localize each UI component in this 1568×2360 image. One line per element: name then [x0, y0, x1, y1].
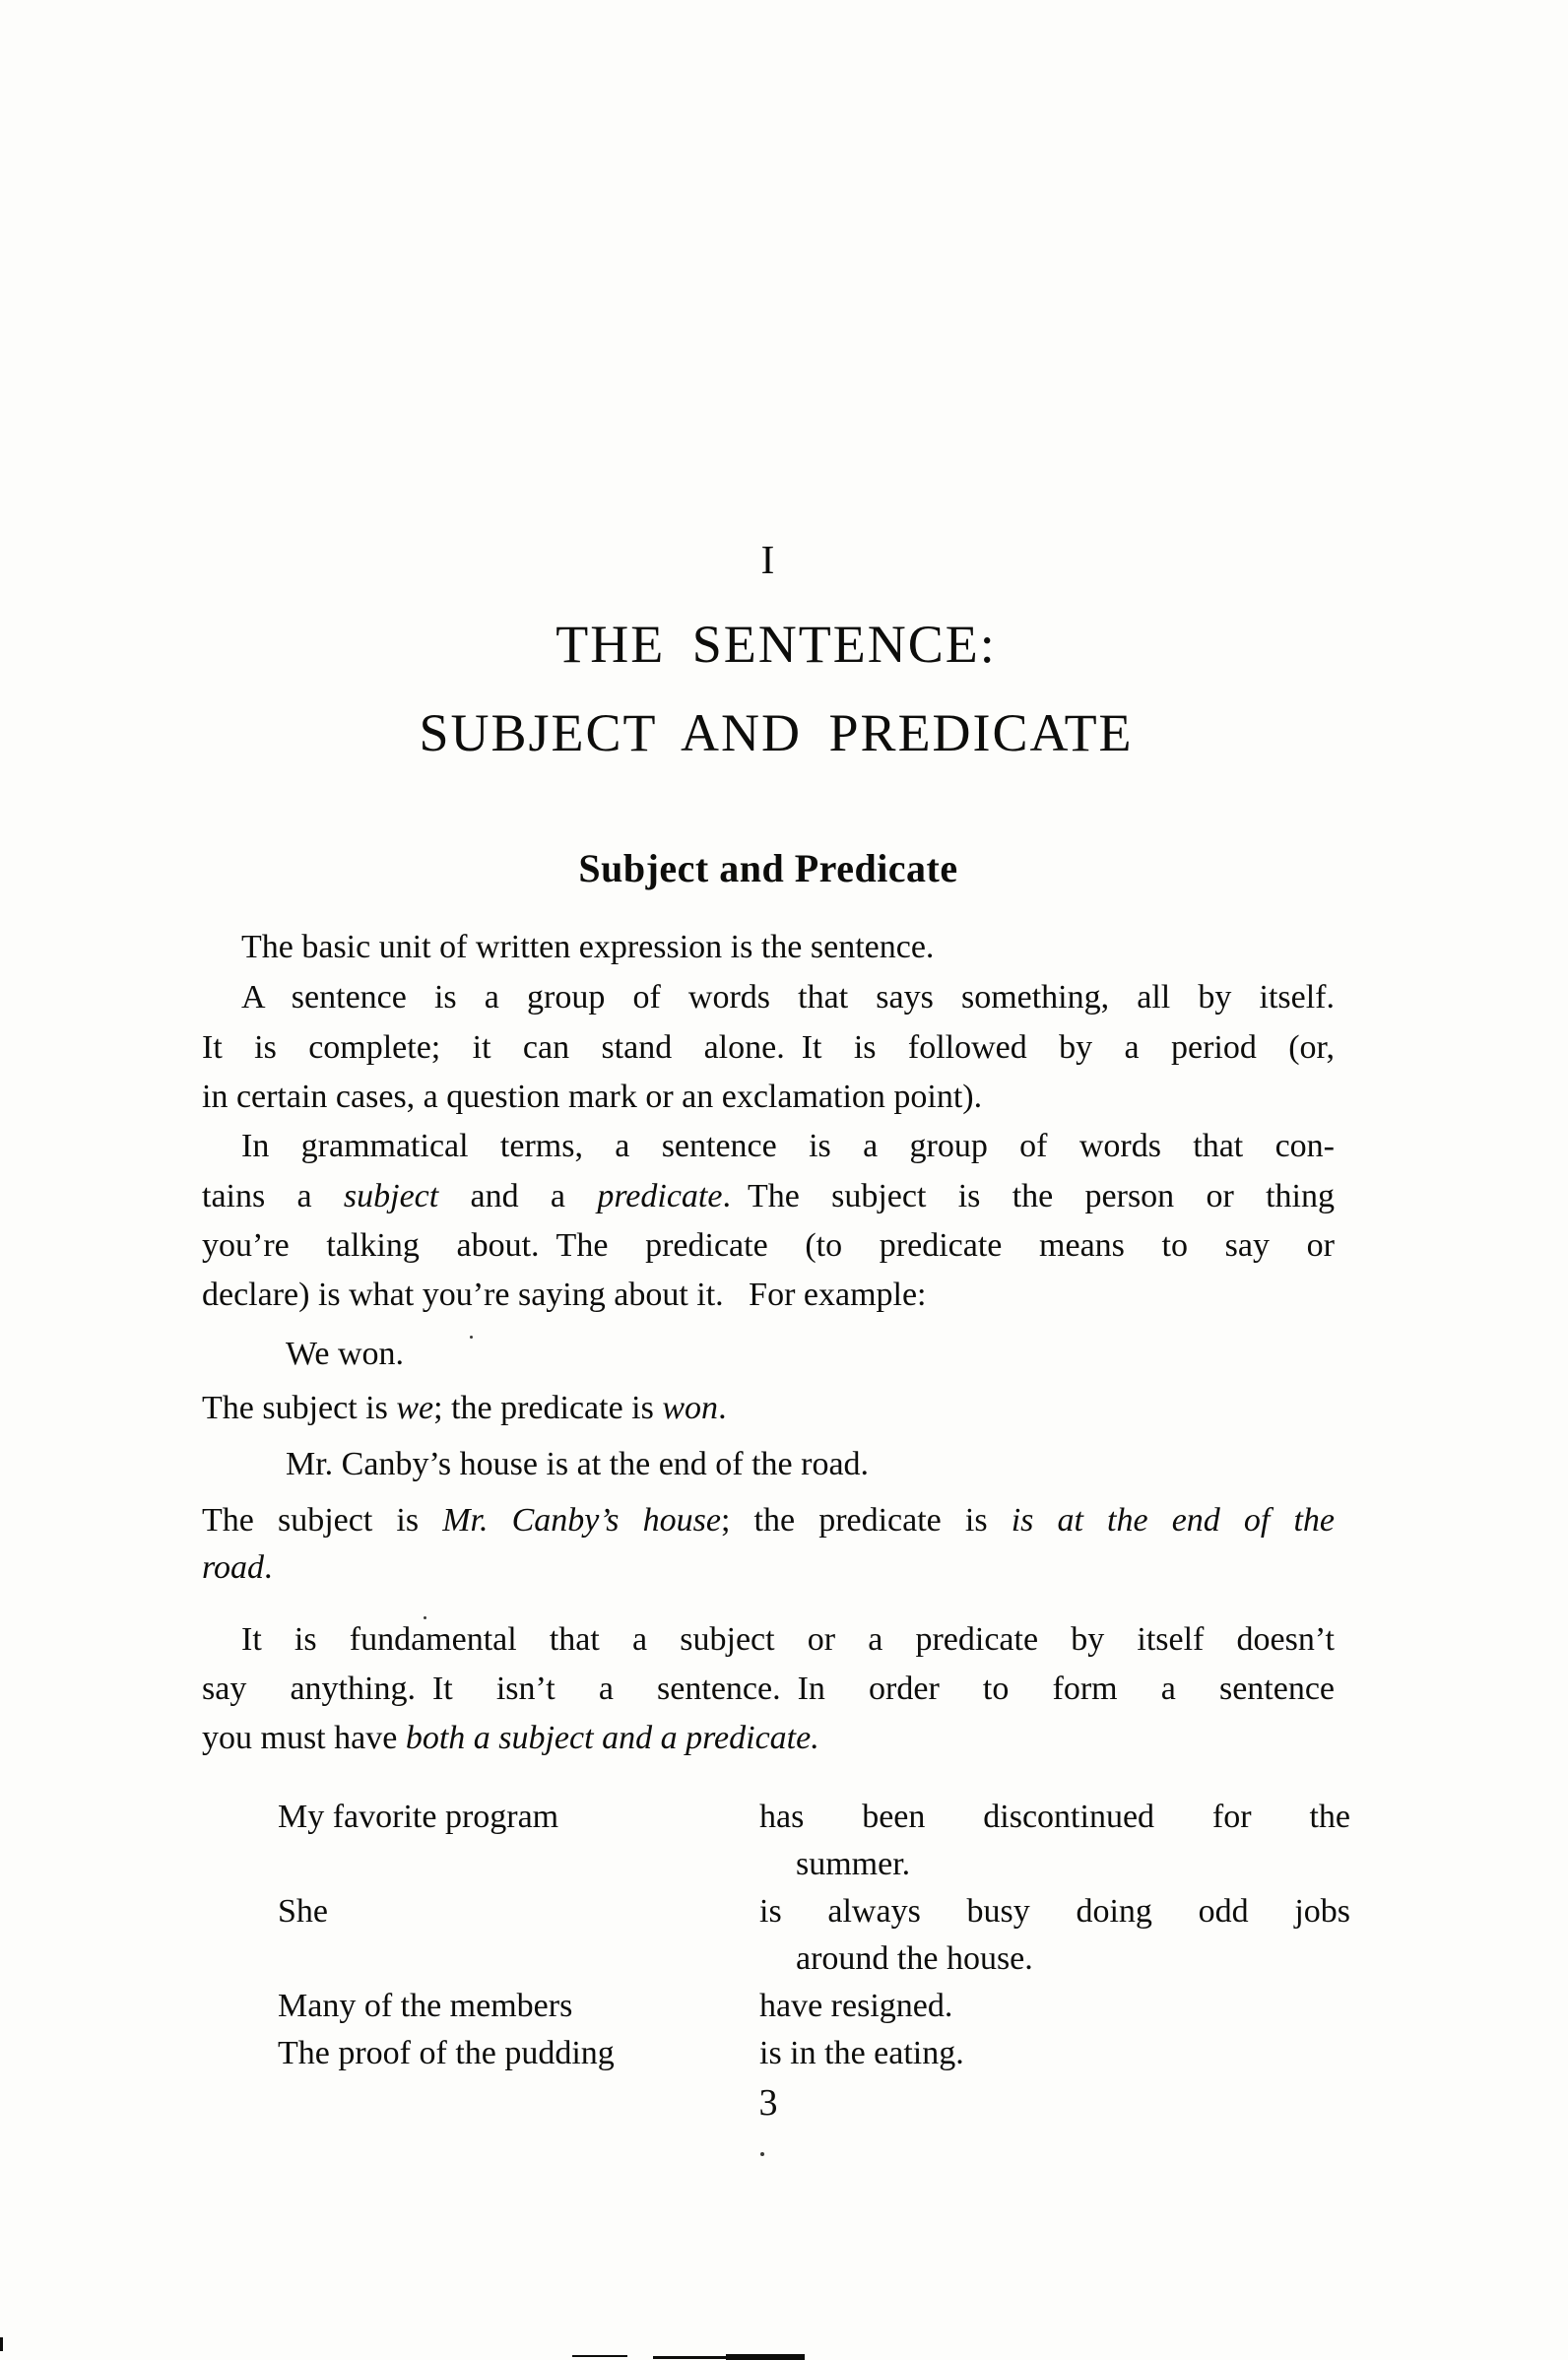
- text: It is fundamental that a subject or a predicate by itself doesn’t: [241, 1621, 1335, 1658]
- text: .: [263, 1549, 273, 1586]
- text: Mr. Canby’s house is at the end of the road.: [286, 1446, 870, 1482]
- text: A sentence is a group of words that says something, all by itself.: [241, 979, 1335, 1016]
- table-subject-cell: Many of the members: [278, 1988, 573, 2024]
- example-1: [286, 1338, 404, 1371]
- scan-speck-above-paragraph: [424, 1616, 426, 1619]
- explanation-2-line-1: [202, 1504, 1335, 1538]
- text: tains a: [202, 1178, 344, 1214]
- italic-text: predicate: [597, 1178, 723, 1214]
- scan-artifact-bottom-line-3: [726, 2354, 805, 2360]
- explanation-2-line-2: [202, 1551, 272, 1585]
- text: The subject is: [202, 1390, 397, 1426]
- table-predicate-line: around the house.: [796, 1940, 1033, 1977]
- italic-text: road: [202, 1549, 264, 1586]
- para-1-line-1: [202, 931, 934, 964]
- para-4-line-1: [202, 1623, 1335, 1657]
- page-number: 3: [758, 2082, 778, 2124]
- para-4-line-2: [202, 1672, 1335, 1706]
- page-title-line-2: SUBJECT AND PREDICATE: [419, 703, 1134, 762]
- italic-text: both a subject and a predicate.: [405, 1720, 819, 1756]
- text: declare) is what you’re saying about it. For example:: [202, 1277, 927, 1313]
- text: . The subject is the person or thing: [722, 1178, 1335, 1214]
- table-subject-cell: She: [278, 1893, 328, 1930]
- explanation-1: [202, 1392, 727, 1425]
- para-4-line-3: [202, 1722, 819, 1755]
- text: ; the predicate is: [433, 1390, 663, 1426]
- text: The basic unit of written expression is the sentence.: [241, 929, 935, 965]
- table-predicate-line: have resigned.: [759, 1988, 953, 2024]
- scan-artifact-bottom-line-1: [572, 2355, 627, 2357]
- table-predicate-line: has been discontinued for the: [759, 1799, 1350, 1835]
- table-subject-cell: My favorite program: [278, 1799, 559, 1835]
- table-predicate-line: summer.: [796, 1846, 911, 1882]
- scan-artifact-left-edge: [0, 2337, 3, 2351]
- text: in certain cases, a question mark or an exclamation point).: [202, 1079, 983, 1115]
- text: The subject is: [202, 1502, 443, 1539]
- page-title-line-1: THE SENTENCE:: [555, 615, 997, 674]
- para-3-line-2: [202, 1180, 1335, 1213]
- text: It is complete; it can stand alone. It is followed by a period (or,: [202, 1029, 1335, 1066]
- text: you must have: [202, 1720, 406, 1756]
- scan-artifact-bottom-line-2: [653, 2356, 728, 2359]
- para-3-line-1: [202, 1130, 1335, 1163]
- text: ; the predicate is: [720, 1502, 1012, 1539]
- text: In grammatical terms, a sentence is a group of words that con-: [241, 1128, 1335, 1164]
- section-heading: Subject and Predicate: [578, 846, 958, 890]
- italic-text: subject: [343, 1178, 439, 1214]
- para-2-line-2: [202, 1031, 1335, 1065]
- italic-text: Mr. Canby’s house: [442, 1502, 721, 1539]
- example-2: [286, 1448, 869, 1481]
- para-3-line-4: [202, 1278, 927, 1312]
- italic-text: won: [662, 1390, 719, 1426]
- table-predicate-line: is always busy doing odd jobs: [759, 1893, 1350, 1930]
- text: We won.: [286, 1336, 405, 1372]
- text: and a: [438, 1178, 598, 1214]
- italic-text: we: [396, 1390, 434, 1426]
- text: you’re talking about. The predicate (to predicate means to say or: [202, 1227, 1335, 1264]
- scan-speck-below-page-number: [760, 2152, 764, 2156]
- text: say anything. It isn’t a sentence. In order to form a sentence: [202, 1671, 1335, 1707]
- chapter-number: I: [760, 537, 776, 582]
- text: .: [718, 1390, 727, 1426]
- table-subject-cell: The proof of the pudding: [278, 2035, 615, 2071]
- para-2-line-1: [202, 981, 1335, 1015]
- scan-speck-above-example: [470, 1336, 473, 1339]
- para-2-line-3: [202, 1081, 982, 1114]
- table-predicate-line: is in the eating.: [759, 2035, 964, 2071]
- italic-text: is at the end of the: [1011, 1502, 1335, 1539]
- para-3-line-3: [202, 1229, 1335, 1263]
